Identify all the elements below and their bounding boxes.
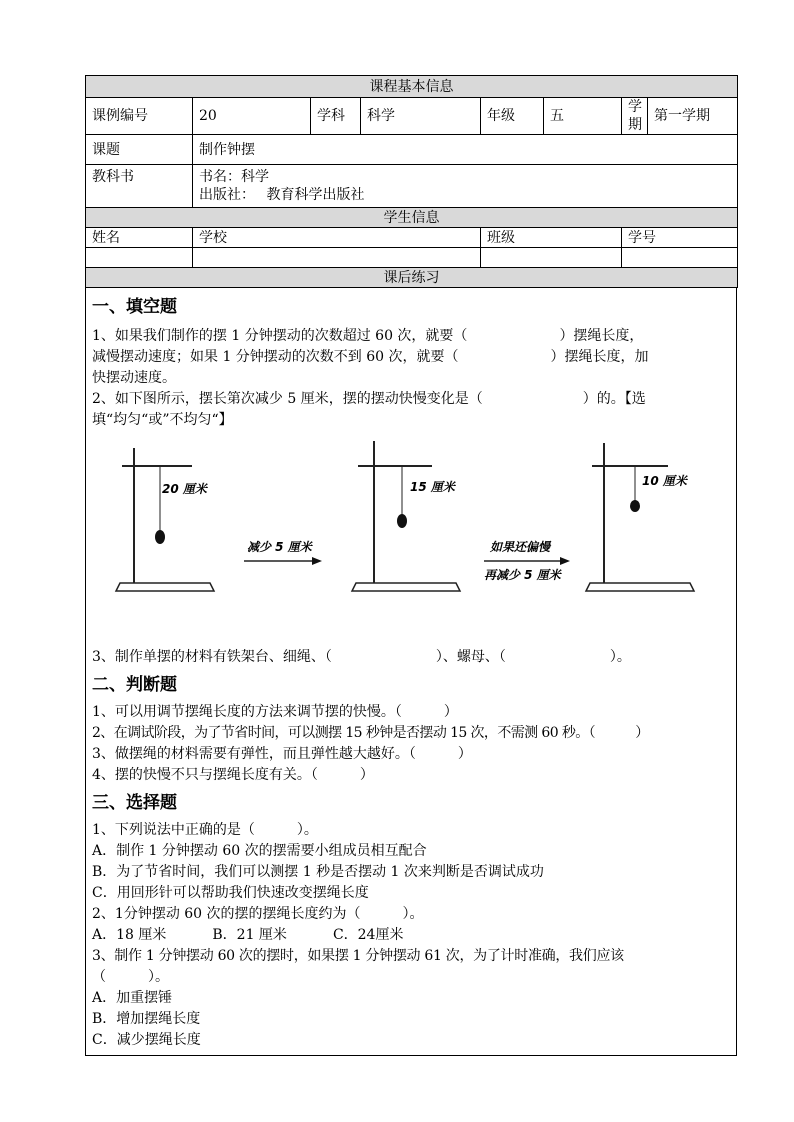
- len3-label: 10 厘米: [642, 474, 687, 488]
- course-info-table: [85, 75, 738, 288]
- choice-q1-option-b: B．为了节省时间，我们可以测摆 1 秒是否摆动 1 次来判断是否调试成功: [92, 864, 544, 880]
- stand2-bob: [397, 514, 407, 528]
- topic-label: 课题: [86, 135, 193, 165]
- fill-q1-line2: 减慢摆动速度；如果 1 分钟摆动的次数不到 60 次，就要（ ）摆绳长度，加: [92, 349, 649, 365]
- subject-label: 学科: [311, 98, 361, 135]
- arrow2-bottom-label: 再减少 5 厘米: [484, 568, 561, 582]
- term-label: 学期: [622, 98, 648, 135]
- judge-q3: 3、做摆绳的材料需要有弹性，而且弹性越大越好。（ ）: [92, 746, 472, 762]
- stand3-base: [586, 583, 694, 591]
- choice-q1-option-a: A．制作 1 分钟摆动 60 次的摆需要小组成员相互配合: [92, 843, 427, 859]
- pendulum-diagram: [92, 433, 732, 633]
- choice-q3-option-b: B．增加摆绳长度: [92, 1011, 201, 1027]
- textbook-info: [193, 165, 738, 208]
- choice-q3-option-a: A．加重摆锤: [92, 990, 173, 1006]
- len2-label: 15 厘米: [410, 480, 455, 494]
- school-field[interactable]: [193, 248, 481, 268]
- arrow1-head: [312, 557, 322, 565]
- choice-q2: 2、1分钟摆动 60 次的摆的摆绳长度约为（ ）。: [92, 906, 424, 922]
- student-no-label: 学号: [622, 228, 738, 248]
- choice-q2-option-b: B．21 厘米: [212, 927, 287, 943]
- choice-q3-option-c: C．减少摆绳长度: [92, 1032, 201, 1048]
- grade-value: 五: [544, 98, 622, 135]
- len1-label: 20 厘米: [162, 482, 207, 496]
- course-no-label: 课例编号: [86, 98, 193, 135]
- choice-q3-line2: （ ）。: [92, 969, 169, 985]
- section-judge-title: 二、判断题: [92, 675, 177, 695]
- arrow2-top-label: 如果还偏慢: [490, 540, 551, 554]
- publisher: 出版社： 教育科学出版社: [199, 187, 365, 203]
- basic-info-header: 课程基本信息: [86, 76, 738, 98]
- stand3-bob: [630, 500, 640, 512]
- grade-label: 年级: [481, 98, 544, 135]
- book-name: 书名：科学: [199, 169, 269, 185]
- student-info-header: 学生信息: [86, 208, 738, 228]
- judge-q4: 4、摆的快慢不只与摆绳长度有关。（ ）: [92, 767, 374, 783]
- exercise-body: [85, 288, 737, 1056]
- exercise-header: 课后练习: [86, 268, 738, 288]
- term-value: 第一学期: [648, 98, 738, 135]
- name-field[interactable]: [86, 248, 193, 268]
- judge-q2: 2、在调试阶段，为了节省时间，可以测摆 15 秒钟是否摆动 15 次，不需测 60 秒。（ ）: [92, 725, 649, 741]
- section-fill-blank-title: 一、填空题: [92, 297, 177, 317]
- stand1-bob: [155, 530, 165, 544]
- fill-q1-line1: 1、如果我们制作的摆 1 分钟摆动的次数超过 60 次，就要（ ）摆绳长度，: [92, 328, 644, 344]
- choice-q2-option-a: A．18 厘米: [92, 927, 167, 943]
- pendulum-figure: [92, 433, 730, 633]
- student-no-field[interactable]: [622, 248, 738, 268]
- choice-q1: 1、下列说法中正确的是（ ）。: [92, 822, 318, 838]
- name-label: 姓名: [86, 228, 193, 248]
- class-field[interactable]: [481, 248, 622, 268]
- section-choice-title: 三、选择题: [92, 793, 177, 813]
- choice-q2-options: [92, 925, 730, 946]
- choice-q3-line1: 3、制作 1 分钟摆动 60 次的摆时，如果摆 1 分钟摆动 61 次，为了计时准确，我们应该: [92, 948, 624, 964]
- fill-q2-line2: 填“均匀“或”不均匀“】: [92, 412, 233, 428]
- class-label: 班级: [481, 228, 622, 248]
- fill-q3-line: 3、制作单摆的材料有铁架台、细绳、（ ）、螺母、（ ）。: [92, 649, 631, 665]
- judge-q1: 1、可以用调节摆绳长度的方法来调节摆的快慢。（ ）: [92, 704, 458, 720]
- stand2-base: [352, 583, 460, 591]
- fill-q2-line1: 2、如下图所示，摆长第次减少 5 厘米，摆的摆动快慢变化是（ ）的。【选: [92, 391, 646, 407]
- choice-q1-option-c: C．用回形针可以帮助我们快速改变摆绳长度: [92, 885, 369, 901]
- worksheet: [85, 75, 737, 1056]
- arrow1-label: 减少 5 厘米: [247, 540, 312, 554]
- choice-q2-option-c: C．24厘米: [332, 927, 404, 943]
- arrow2-head: [560, 557, 570, 565]
- school-label: 学校: [193, 228, 481, 248]
- course-no-value: 20: [193, 98, 311, 135]
- topic-value: 制作钟摆: [193, 135, 738, 165]
- subject-value: 科学: [361, 98, 481, 135]
- fill-q1-line3: 快摆动速度。: [92, 370, 176, 386]
- stand1-base: [116, 583, 214, 591]
- textbook-label: 教科书: [86, 165, 193, 208]
